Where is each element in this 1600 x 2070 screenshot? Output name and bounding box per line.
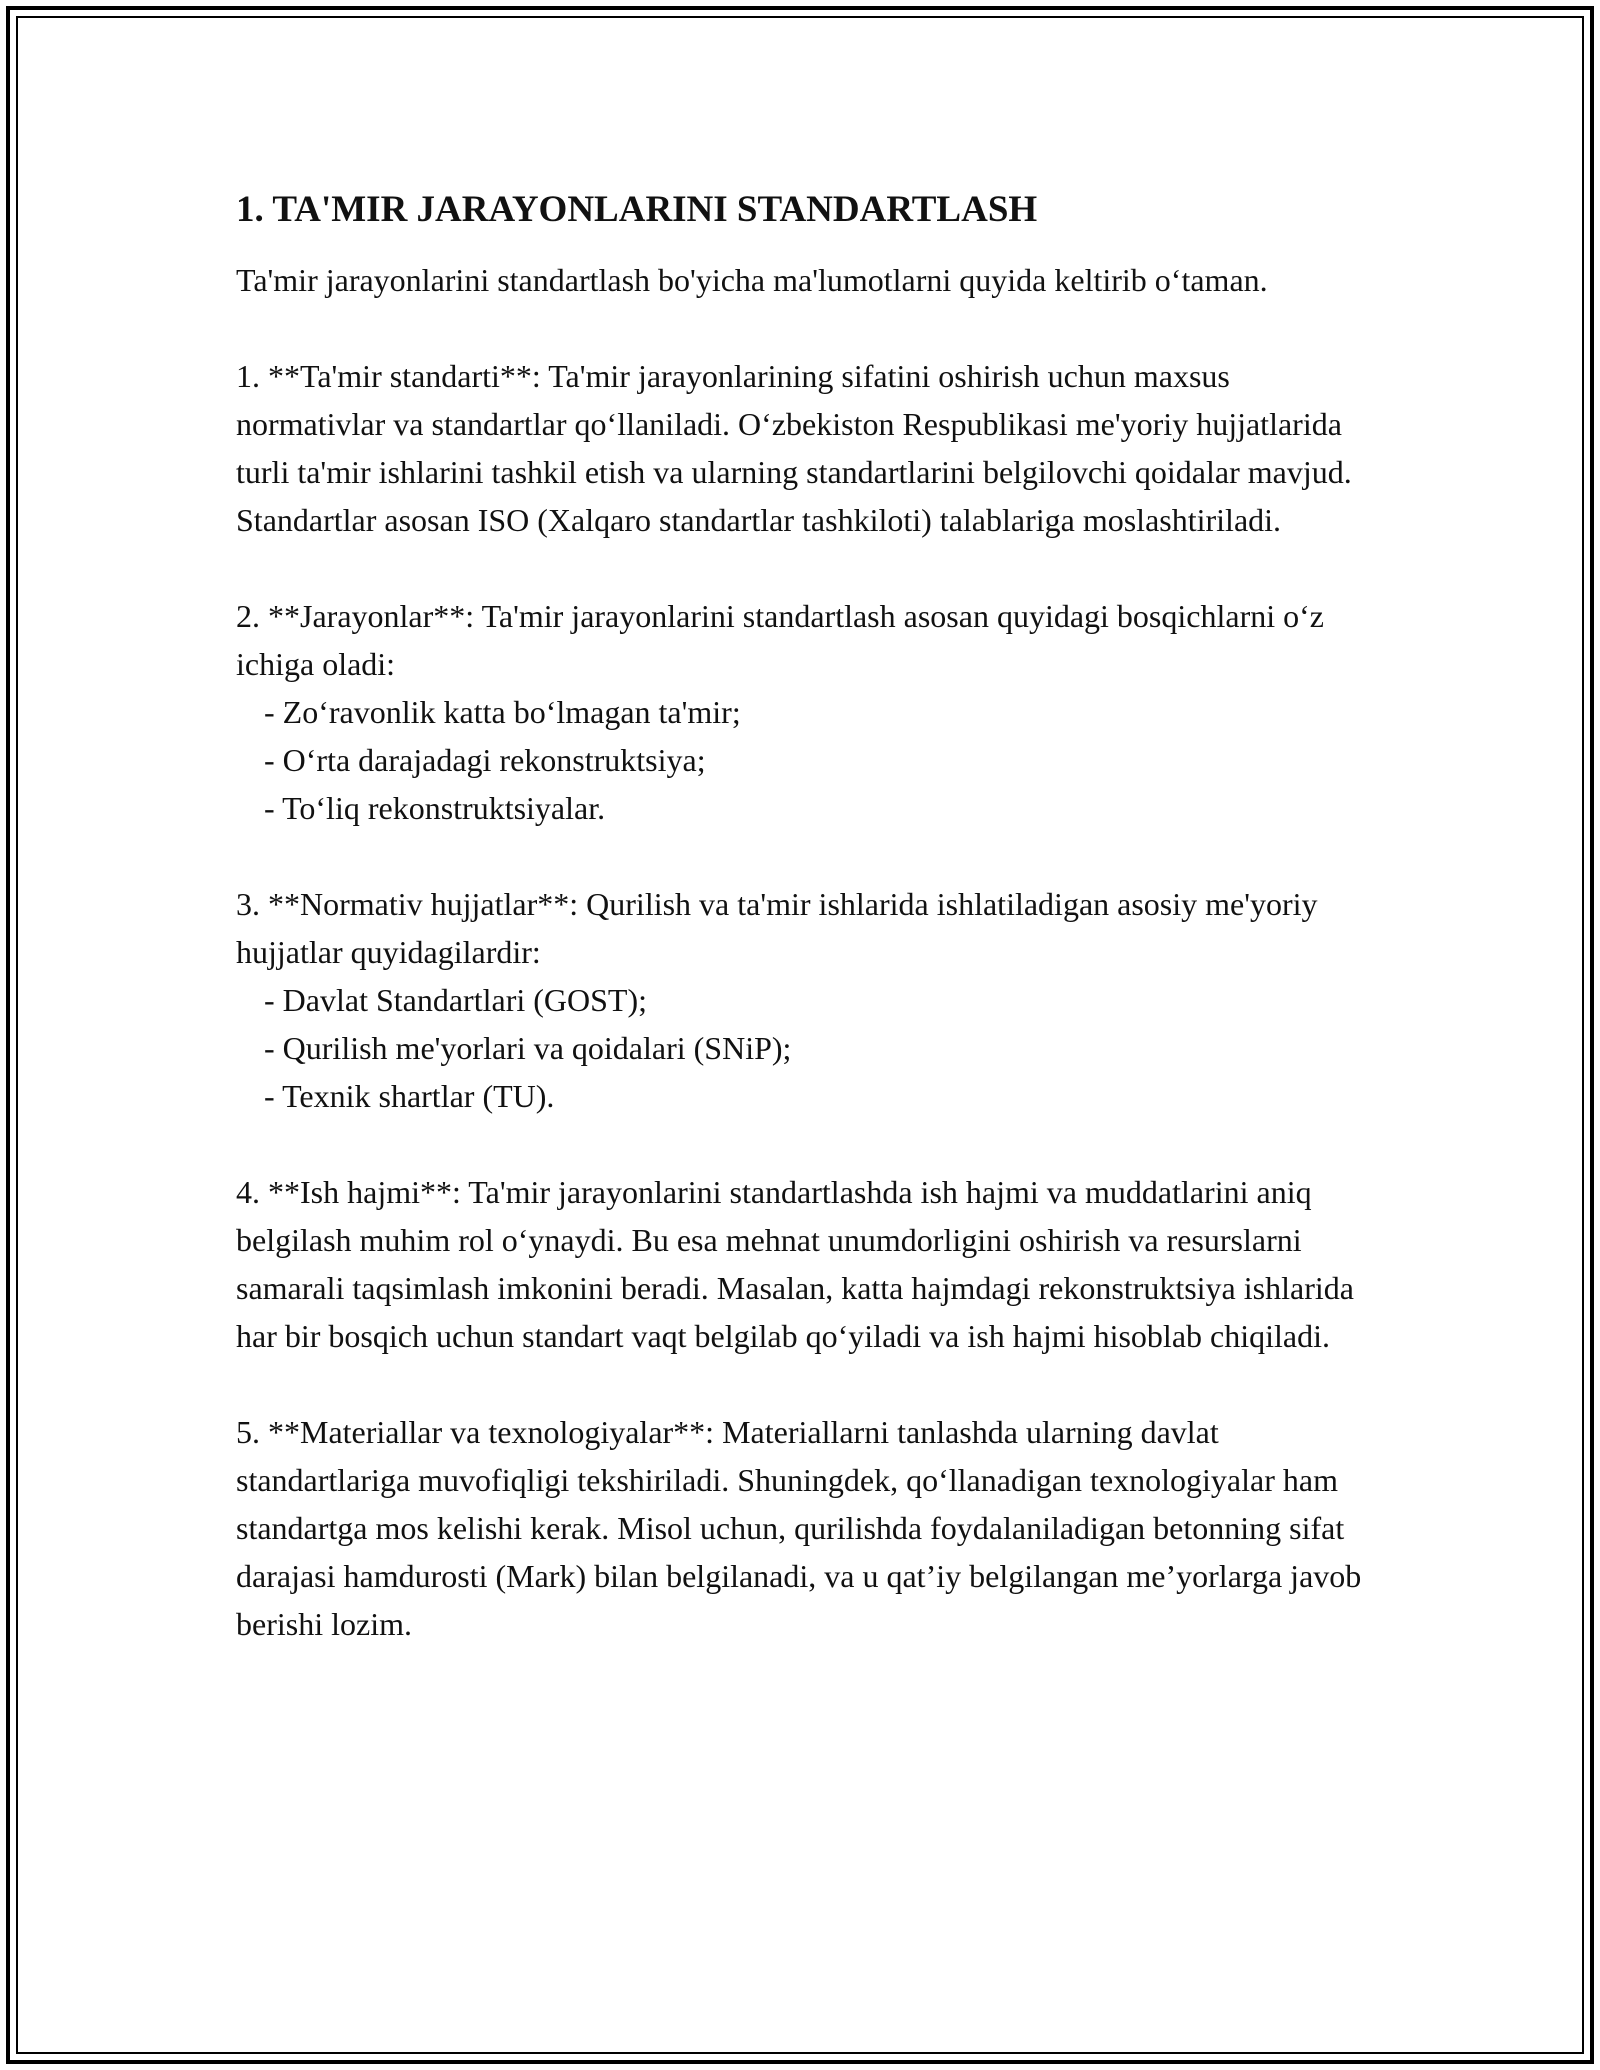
- section-paragraph: 2. **Jarayonlar**: Ta'mir jarayonlarini standartlash asosan quyidagi bosqichlarni o‘z ichiga oladi:: [236, 598, 1324, 682]
- section-paragraph: 4. **Ish hajmi**: Ta'mir jarayonlarini standartlashda ish hajmi va muddatlarini aniq belgilash muhim rol o‘ynaydi. Bu esa mehnat unumdorligini oshirish va resurslarni samarali taqsimlash imkonini beradi. Masalan, katta hajmdagi rekonstruktsiya ishlarida har bir bosqich uchun standart vaqt belgilab qo‘yiladi va ish hajmi hisoblab chiqiladi.: [236, 1174, 1354, 1354]
- list-item: - O‘rta darajadagi rekonstruktsiya;: [264, 742, 706, 778]
- list-item: - Davlat Standartlari (GOST);: [264, 982, 647, 1018]
- section-5: [236, 1408, 1376, 1648]
- list-item: - To‘liq rekonstruktsiyalar.: [264, 790, 606, 826]
- list-item: - Texnik shartlar (TU).: [264, 1078, 555, 1114]
- section-1: [236, 352, 1376, 544]
- bullet-list: [236, 688, 1376, 832]
- document-body: [236, 186, 1376, 1648]
- section-2: [236, 592, 1376, 832]
- bullet-list: [236, 976, 1376, 1120]
- intro-paragraph: Ta'mir jarayonlarini standartlash bo'yicha ma'lumotlarni quyida keltirib o‘taman.: [236, 262, 1268, 298]
- section-paragraph: 1. **Ta'mir standarti**: Ta'mir jarayonlarining sifatini oshirish uchun maxsus normativlar va standartlar qo‘llaniladi. O‘zbekiston Respublikasi me'yoriy hujjatlarida turli ta'mir ishlarini tashkil etish va ularning standartlarini belgilovchi qoidalar mavjud. Standartlar asosan ISO (Xalqaro standartlar tashkiloti) talablariga moslashtiriladi.: [236, 358, 1352, 538]
- section-3: [236, 880, 1376, 1120]
- page-title: 1. TA'MIR JARAYONLARINI STANDARTLASH: [236, 189, 1038, 230]
- list-item: - Qurilish me'yorlari va qoidalari (SNiP);: [264, 1030, 792, 1066]
- section-paragraph: 5. **Materiallar va texnologiyalar**: Materiallarni tanlashda ularning davlat standartlariga muvofiqligi tekshiriladi. Shuningdek, qo‘llanadigan texnologiyalar ham standartga mos kelishi kerak. Misol uchun, qurilishda foydalaniladigan betonning sifat darajasi hamdurosti (Mark) bilan belgilanadi, va u qat’iy belgilangan me’yorlarga javob berishi lozim.: [236, 1414, 1362, 1642]
- list-item: - Zo‘ravonlik katta bo‘lmagan ta'mir;: [264, 694, 741, 730]
- section-4: [236, 1168, 1376, 1360]
- section-paragraph: 3. **Normativ hujjatlar**: Qurilish va ta'mir ishlarida ishlatiladigan asosiy me'yoriy hujjatlar quyidagilardir:: [236, 886, 1318, 970]
